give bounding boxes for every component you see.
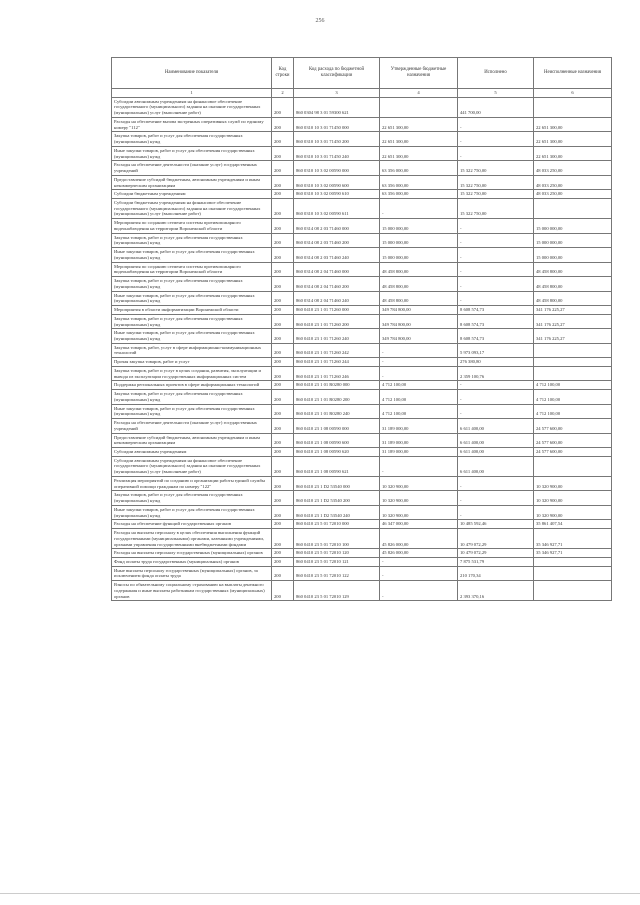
row-executed: 2 359 100,76	[458, 366, 534, 380]
page-number: 256	[315, 18, 325, 24]
table-row	[112, 329, 612, 343]
table-row	[112, 358, 612, 367]
row-name: Закупка товаров, работ и услуг в целях создания, развития, эксплуатации и вывода из эксплуатации государственных информационных систем	[112, 366, 272, 380]
row-executed: -	[458, 505, 534, 519]
row-line-code: 200	[272, 558, 294, 567]
row-approved: 48 458 800,00	[380, 277, 458, 291]
row-executed: 210 170,34	[458, 566, 534, 580]
row-approved: -	[380, 456, 458, 476]
row-approved: -	[380, 566, 458, 580]
header-executed: Исполнено	[458, 58, 534, 89]
row-executed: 10 479 072,29	[458, 549, 534, 558]
row-remaining: 15 000 000,00	[534, 233, 612, 247]
row-name: Закупка товаров, работ и услуг для обеспечения государственных (муниципальных) нужд	[112, 277, 272, 291]
row-name: Предоставление субсидий бюджетным, автономным учреждениям и иным некоммерческим организациям	[112, 433, 272, 447]
row-approved: 31 189 000,00	[380, 433, 458, 447]
row-budget-code: 860 0310 10 3 02 00590 610	[294, 190, 380, 199]
row-approved: 15 000 000,00	[380, 219, 458, 233]
row-remaining: 22 651 300,00	[534, 117, 612, 131]
table-row	[112, 366, 612, 380]
row-executed: 6 611 400,00	[458, 456, 534, 476]
row-budget-code: 860 0314 08 2 03 71460 240	[294, 248, 380, 262]
row-name: Расходы на обеспечение вызова экстренных оперативных служб по единому номеру "112"	[112, 117, 272, 131]
row-remaining	[534, 558, 612, 567]
row-line-code: 200	[272, 306, 294, 315]
row-line-code: 200	[272, 456, 294, 476]
row-line-code: 200	[272, 358, 294, 367]
table-row	[112, 529, 612, 549]
row-approved: 4 712 100,00	[380, 404, 458, 418]
row-budget-code: 860 0310 10 3 01 71450 200	[294, 132, 380, 146]
row-approved: 31 189 000,00	[380, 419, 458, 433]
row-line-code: 200	[272, 476, 294, 490]
row-remaining	[534, 199, 612, 219]
table-row	[112, 381, 612, 390]
row-line-code: 200	[272, 505, 294, 519]
row-budget-code: 860 0410 23 1 01 71260 242	[294, 343, 380, 357]
row-approved: 15 000 000,00	[380, 233, 458, 247]
row-approved: 63 356 000,00	[380, 190, 458, 199]
row-remaining: 15 000 000,00	[534, 248, 612, 262]
row-remaining: 24 577 600,00	[534, 447, 612, 456]
row-budget-code: 860 0410 23 5 01 72010 129	[294, 581, 380, 601]
row-executed: -	[458, 248, 534, 262]
row-executed: -	[458, 390, 534, 404]
row-name: Иные закупки товаров, работ и услуг для обеспечения государственных (муниципальных) нужд	[112, 248, 272, 262]
table-row	[112, 456, 612, 476]
row-executed: 10 485 592,46	[458, 520, 534, 529]
row-approved: 4 712 100,00	[380, 381, 458, 390]
row-line-code: 200	[272, 491, 294, 505]
row-remaining	[534, 97, 612, 117]
row-executed: 15 322 750,00	[458, 199, 534, 219]
header-row	[112, 58, 612, 89]
row-name: Иные закупки товаров, работ и услуг для обеспечения государственных (муниципальных) нужд	[112, 291, 272, 305]
table-row	[112, 233, 612, 247]
row-line-code: 200	[272, 219, 294, 233]
row-remaining: 48 458 800,00	[534, 262, 612, 276]
row-remaining: 35 346 927,71	[534, 549, 612, 558]
row-executed: -	[458, 381, 534, 390]
table-row	[112, 277, 612, 291]
row-budget-code: 860 0310 10 3 02 00590 600	[294, 175, 380, 189]
column-number-row	[112, 89, 612, 98]
row-budget-code: 860 0310 10 3 01 71450 000	[294, 117, 380, 131]
row-name: Поддержка региональных проектов в сфере информационных технологий	[112, 381, 272, 390]
table-row	[112, 505, 612, 519]
row-name: Прочая закупка товаров, работ и услуг	[112, 358, 272, 367]
row-budget-code: 860 0304 98 3 01 59300 621	[294, 97, 380, 117]
row-executed: -	[458, 219, 534, 233]
table-row	[112, 433, 612, 447]
row-remaining: 4 712 100,00	[534, 381, 612, 390]
row-budget-code: 860 0314 08 2 04 71460 000	[294, 262, 380, 276]
budget-execution-table	[111, 57, 612, 601]
row-name: Закупка товаров, работ и услуг для обеспечения государственных (муниципальных) нужд	[112, 390, 272, 404]
row-remaining	[534, 581, 612, 601]
row-remaining	[534, 358, 612, 367]
row-executed: 6 611 400,00	[458, 433, 534, 447]
row-line-code: 200	[272, 433, 294, 447]
row-approved: 46 347 000,00	[380, 520, 458, 529]
row-executed: -	[458, 262, 534, 276]
row-approved: -	[380, 358, 458, 367]
row-budget-code: 860 0410 23 1 01 R0280 240	[294, 404, 380, 418]
row-remaining: 4 712 100,00	[534, 404, 612, 418]
row-approved: -	[380, 199, 458, 219]
column-number: 3	[294, 89, 380, 98]
row-remaining: 15 000 000,00	[534, 219, 612, 233]
row-approved	[380, 97, 458, 117]
row-remaining: 48 458 800,00	[534, 291, 612, 305]
row-name: Реализация мероприятий по созданию и организации работы единой службы оперативной помощи гражданам по номеру "122"	[112, 476, 272, 490]
column-number: 5	[458, 89, 534, 98]
row-name: Мероприятия по созданию сегмента системы противопожарного видеонаблюдения на территории Воронежской области	[112, 262, 272, 276]
row-budget-code: 860 0410 23 1 01 71260 240	[294, 329, 380, 343]
row-budget-code: 860 0410 23 1 01 71260 246	[294, 366, 380, 380]
row-remaining: 24 577 600,00	[534, 419, 612, 433]
row-line-code: 200	[272, 132, 294, 146]
row-line-code: 200	[272, 233, 294, 247]
row-name: Закупка товаров, работ и услуг для обеспечения государственных (муниципальных) нужд	[112, 314, 272, 328]
row-executed: -	[458, 404, 534, 418]
table-row	[112, 419, 612, 433]
row-executed: 15 322 750,00	[458, 190, 534, 199]
row-budget-code: 860 0314 08 2 03 71460 000	[294, 219, 380, 233]
row-line-code: 200	[272, 199, 294, 219]
table-row	[112, 219, 612, 233]
row-line-code: 200	[272, 291, 294, 305]
row-approved: 10 320 900,00	[380, 491, 458, 505]
row-name: Фонд оплаты труда государственных (муниципальных) органов	[112, 558, 272, 567]
row-budget-code: 860 0314 08 2 04 71460 200	[294, 277, 380, 291]
row-name: Субсидии бюджетным учреждениям на финансовое обеспечение государственного (муниципального) задания на оказание государственных (муниципальных) услуг (выполнение работ)	[112, 199, 272, 219]
table-row	[112, 117, 612, 131]
row-approved: 10 320 900,00	[380, 505, 458, 519]
column-number: 6	[534, 89, 612, 98]
row-line-code: 200	[272, 146, 294, 160]
row-executed: 15 322 750,00	[458, 175, 534, 189]
table-row	[112, 558, 612, 567]
row-budget-code: 860 0410 23 1 01 71260 000	[294, 306, 380, 315]
row-remaining	[534, 366, 612, 380]
row-approved: 48 458 800,00	[380, 262, 458, 276]
row-budget-code: 860 0314 08 2 03 71460 200	[294, 233, 380, 247]
row-remaining: 24 577 600,00	[534, 433, 612, 447]
row-line-code: 200	[272, 390, 294, 404]
row-line-code: 200	[272, 404, 294, 418]
row-remaining: 22 651 300,00	[534, 132, 612, 146]
table-row	[112, 476, 612, 490]
row-approved: 31 189 000,00	[380, 447, 458, 456]
row-line-code: 200	[272, 314, 294, 328]
table-row	[112, 343, 612, 357]
row-remaining: 341 176 225,27	[534, 329, 612, 343]
row-remaining: 10 320 900,00	[534, 491, 612, 505]
row-remaining: 10 320 900,00	[534, 505, 612, 519]
row-executed: 8 608 574,73	[458, 329, 534, 343]
row-remaining: 48 033 250,00	[534, 161, 612, 175]
row-name: Субсидии автономным учреждениям	[112, 447, 272, 456]
row-budget-code: 860 0410 23 1 D2 53540 000	[294, 476, 380, 490]
row-line-code: 200	[272, 117, 294, 131]
row-remaining: 10 320 900,00	[534, 476, 612, 490]
row-approved: 22 651 300,00	[380, 132, 458, 146]
table-row	[112, 291, 612, 305]
row-approved: 349 784 800,00	[380, 306, 458, 315]
column-number: 4	[380, 89, 458, 98]
row-line-code: 200	[272, 262, 294, 276]
row-executed: 2 393 370,16	[458, 581, 534, 601]
table-row	[112, 97, 612, 117]
row-budget-code: 860 0410 23 1 08 00590 620	[294, 447, 380, 456]
row-budget-code: 860 0314 08 2 04 71460 240	[294, 291, 380, 305]
header-budget-code: Код расхода по бюджетной классификации	[294, 58, 380, 89]
row-executed: 15 322 750,00	[458, 161, 534, 175]
row-budget-code: 860 0410 23 1 08 00590 600	[294, 433, 380, 447]
row-name: Иные закупки товаров, работ и услуг для обеспечения государственных (муниципальных) нужд	[112, 505, 272, 519]
row-name: Закупка товаров, работ и услуг для обеспечения государственных (муниципальных) нужд	[112, 132, 272, 146]
row-executed: -	[458, 491, 534, 505]
row-remaining	[534, 456, 612, 476]
row-remaining: 48 458 800,00	[534, 277, 612, 291]
row-executed: -	[458, 132, 534, 146]
row-approved: 10 320 900,00	[380, 476, 458, 490]
table-row	[112, 447, 612, 456]
row-approved: 15 000 000,00	[380, 248, 458, 262]
row-approved: -	[380, 366, 458, 380]
row-budget-code: 860 0310 10 3 02 00590 611	[294, 199, 380, 219]
row-line-code: 200	[272, 549, 294, 558]
row-name: Иные закупки товаров, работ и услуг для обеспечения государственных (муниципальных) нужд	[112, 329, 272, 343]
row-line-code: 200	[272, 566, 294, 580]
table-row	[112, 581, 612, 601]
row-name: Иные закупки товаров, работ и услуг для обеспечения государственных (муниципальных) нужд	[112, 146, 272, 160]
row-remaining	[534, 566, 612, 580]
header-indicator-name: Наименование показателя	[112, 58, 272, 89]
column-number: 2	[272, 89, 294, 98]
row-approved: 48 458 800,00	[380, 291, 458, 305]
header-approved: Утвержденные бюджетные назначения	[380, 58, 458, 89]
row-budget-code: 860 0410 23 5 01 72010 000	[294, 520, 380, 529]
row-line-code: 200	[272, 248, 294, 262]
row-remaining: 341 176 225,27	[534, 306, 612, 315]
row-approved: 63 356 000,00	[380, 175, 458, 189]
row-executed: 8 608 574,73	[458, 306, 534, 315]
table-row	[112, 132, 612, 146]
table-row	[112, 306, 612, 315]
row-line-code: 200	[272, 366, 294, 380]
row-approved: 45 826 000,00	[380, 529, 458, 549]
row-approved: 45 826 000,00	[380, 549, 458, 558]
row-budget-code: 860 0410 23 1 08 00590 621	[294, 456, 380, 476]
row-budget-code: 860 0410 23 5 01 72010 100	[294, 529, 380, 549]
row-name: Субсидии автономным учреждениям на финансовое обеспечение государственного (муниципального) задания на оказание государственных (муниципальных) услуг (выполнение работ)	[112, 97, 272, 117]
table-row	[112, 248, 612, 262]
row-budget-code: 860 0410 23 5 01 72010 121	[294, 558, 380, 567]
row-line-code: 200	[272, 190, 294, 199]
table-row	[112, 262, 612, 276]
row-name: Закупка товаров, работ и услуг для обеспечения государственных (муниципальных) нужд	[112, 491, 272, 505]
row-approved: 63 356 000,00	[380, 161, 458, 175]
table-row	[112, 549, 612, 558]
row-name: Предоставление субсидий бюджетным, автономным учреждениям и иным некоммерческим организациям	[112, 175, 272, 189]
row-remaining: 22 651 300,00	[534, 146, 612, 160]
row-remaining: 341 176 225,27	[534, 314, 612, 328]
header-remaining: Неисполненные назначения	[534, 58, 612, 89]
table-row	[112, 566, 612, 580]
row-budget-code: 860 0410 23 1 01 R0280 000	[294, 381, 380, 390]
row-name: Расходы на обеспечение деятельности (оказание услуг) государственных учреждений	[112, 161, 272, 175]
row-approved: -	[380, 343, 458, 357]
row-line-code: 200	[272, 419, 294, 433]
row-remaining: 4 712 100,00	[534, 390, 612, 404]
row-executed: 5 973 093,17	[458, 343, 534, 357]
row-remaining: 48 033 250,00	[534, 190, 612, 199]
row-name: Субсидии автономным учреждениям на финансовое обеспечение государственного (муниципального) задания на оказание государственных (муниципальных) услуг (выполнение работ)	[112, 456, 272, 476]
table-row	[112, 491, 612, 505]
row-line-code: 200	[272, 447, 294, 456]
table-row	[112, 161, 612, 175]
row-name: Мероприятия в области информатизации Воронежской области	[112, 306, 272, 315]
table-row	[112, 146, 612, 160]
row-executed: -	[458, 146, 534, 160]
table-row	[112, 175, 612, 189]
row-name: Иные закупки товаров, работ и услуг для обеспечения государственных (муниципальных) нужд	[112, 404, 272, 418]
row-line-code: 200	[272, 277, 294, 291]
row-line-code: 200	[272, 343, 294, 357]
row-remaining: 35 861 407,54	[534, 520, 612, 529]
row-executed: 8 608 574,73	[458, 314, 534, 328]
row-name: Расходы на выплаты персоналу государственных (муниципальных) органов	[112, 549, 272, 558]
row-executed: -	[458, 277, 534, 291]
row-name: Взносы по обязательному социальному страхованию на выплаты денежного содержания и иные выплаты работникам государственных (муниципальных) органов	[112, 581, 272, 601]
row-budget-code: 860 0410 23 1 01 71260 244	[294, 358, 380, 367]
row-approved: 22 651 300,00	[380, 146, 458, 160]
row-budget-code: 860 0410 23 1 D2 53540 200	[294, 491, 380, 505]
column-number: 1	[112, 89, 272, 98]
header-line-code: Код строки	[272, 58, 294, 89]
row-executed: -	[458, 117, 534, 131]
table-row	[112, 314, 612, 328]
row-executed: 6 611 400,00	[458, 419, 534, 433]
row-line-code: 200	[272, 381, 294, 390]
table-row	[112, 390, 612, 404]
row-name: Субсидии бюджетным учреждениям	[112, 190, 272, 199]
row-executed: 276 380,80	[458, 358, 534, 367]
row-budget-code: 860 0410 23 5 01 72010 120	[294, 549, 380, 558]
row-name: Расходы на выплаты персоналу в целях обеспечения выполнения функций государственными (муниципальными) органами, казенными учреждениями, органами управления государственными внебюджетными фондами	[112, 529, 272, 549]
row-executed: 441 700,00	[458, 97, 534, 117]
row-budget-code: 860 0410 23 1 D2 53540 240	[294, 505, 380, 519]
row-remaining	[534, 343, 612, 357]
row-approved: 22 651 300,00	[380, 117, 458, 131]
row-line-code: 200	[272, 329, 294, 343]
table-row	[112, 404, 612, 418]
row-executed: -	[458, 476, 534, 490]
row-approved: 349 784 800,00	[380, 314, 458, 328]
row-name: Закупка товаров, работ и услуг для обеспечения государственных (муниципальных) нужд	[112, 233, 272, 247]
row-line-code: 200	[272, 161, 294, 175]
row-name: Иные выплаты персоналу государственных (муниципальных) органов, за исключением фонда оплаты труда	[112, 566, 272, 580]
row-budget-code: 860 0310 10 3 01 71450 240	[294, 146, 380, 160]
table-row	[112, 520, 612, 529]
row-budget-code: 860 0410 23 1 01 R0280 200	[294, 390, 380, 404]
row-name: Мероприятия по созданию сегмента системы противопожарного видеонаблюдения на территории Воронежской области	[112, 219, 272, 233]
row-executed: -	[458, 233, 534, 247]
row-executed: 7 875 531,79	[458, 558, 534, 567]
row-name: Расходы на обеспечение деятельности (оказание услуг) государственных учреждений	[112, 419, 272, 433]
row-budget-code: 860 0410 23 1 08 00590 000	[294, 419, 380, 433]
row-line-code: 200	[272, 175, 294, 189]
row-approved: -	[380, 581, 458, 601]
row-name: Закупка товаров, работ, услуг в сфере информационно-коммуникационных технологий	[112, 343, 272, 357]
row-approved: 4 712 100,00	[380, 390, 458, 404]
row-approved: -	[380, 558, 458, 567]
row-name: Расходы на обеспечение функций государственных органов	[112, 520, 272, 529]
page-bottom-edge	[0, 893, 640, 894]
row-executed: -	[458, 291, 534, 305]
table-row	[112, 190, 612, 199]
row-budget-code: 860 0410 23 1 01 71260 200	[294, 314, 380, 328]
row-budget-code: 860 0410 23 5 01 72010 122	[294, 566, 380, 580]
row-line-code: 200	[272, 581, 294, 601]
row-executed: 10 479 072,29	[458, 529, 534, 549]
row-line-code: 200	[272, 520, 294, 529]
table-row	[112, 199, 612, 219]
row-line-code: 200	[272, 529, 294, 549]
row-remaining: 35 346 927,71	[534, 529, 612, 549]
row-executed: 6 611 400,00	[458, 447, 534, 456]
row-budget-code: 860 0310 10 3 02 00590 000	[294, 161, 380, 175]
row-approved: 349 784 800,00	[380, 329, 458, 343]
row-remaining: 48 033 250,00	[534, 175, 612, 189]
row-line-code: 200	[272, 97, 294, 117]
